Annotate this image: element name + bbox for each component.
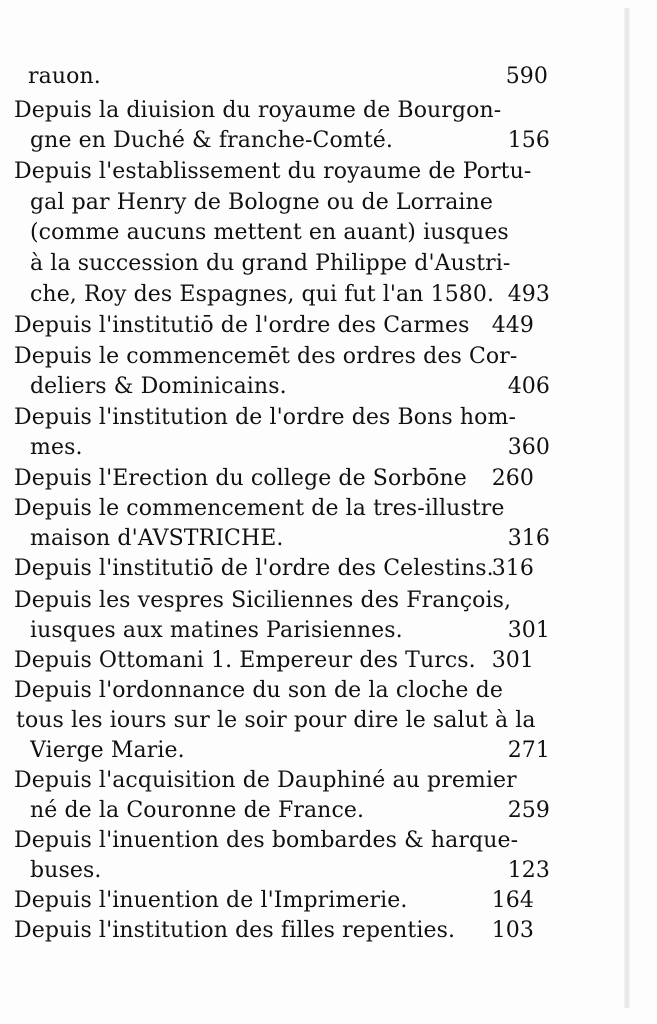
entry-line: né de la Couronne de France. 259 bbox=[30, 796, 550, 826]
entry-line: (comme aucuns mettent en auant) iusques bbox=[30, 220, 509, 245]
entry-line: Depuis le commencement de la tres-illustre bbox=[14, 496, 505, 521]
entry-page-ref: 156 bbox=[507, 128, 550, 153]
entry-page-ref: 260 bbox=[491, 466, 534, 491]
entry-line: Depuis l'institution de l'ordre des Bons hom- bbox=[14, 405, 516, 430]
entry-line: gal par Henry de Bologne ou de Lorraine bbox=[30, 190, 493, 215]
entry-page-ref: 271 bbox=[507, 738, 550, 763]
entry-line: Depuis la diuision du royaume de Bourgon- bbox=[14, 98, 502, 123]
entry-page-ref: 103 bbox=[491, 918, 534, 943]
entry-page-ref: 316 bbox=[491, 556, 534, 581]
entry-page-ref: 449 bbox=[491, 313, 534, 338]
entry-line: deliers & Dominicains. 406 bbox=[30, 372, 550, 402]
entry-line: maison d'AVSTRICHE. 316 bbox=[30, 524, 550, 554]
header-left-text: rauon. bbox=[28, 64, 101, 89]
entry-page-ref: 316 bbox=[507, 526, 550, 551]
entry-line: gne en Duché & franche-Comté. 156 bbox=[30, 126, 550, 156]
entry-line: Depuis le commencemēt des ordres des Cor- bbox=[14, 344, 518, 369]
entry-line: iusques aux matines Parisiennes. 301 bbox=[30, 616, 550, 646]
entry-line: Depuis l'Erection du college de Sorbōne 260 bbox=[14, 464, 534, 494]
entry-line: mes. 360 bbox=[30, 433, 550, 463]
entry-line: Depuis l'ordonnance du son de la cloche de bbox=[14, 678, 503, 703]
entry-line: Depuis les vespres Siciliennes des François, bbox=[14, 588, 512, 613]
entry-page-ref: 259 bbox=[507, 798, 550, 823]
entry-page-ref: 406 bbox=[507, 374, 550, 399]
entry-line: Depuis l'acquisition de Dauphiné au premier bbox=[14, 768, 517, 793]
entry-page-ref: 123 bbox=[507, 858, 550, 883]
page-number: 590 bbox=[505, 64, 548, 89]
entry-line: che, Roy des Espagnes, qui fut l'an 1580. 493 bbox=[30, 280, 550, 310]
entry-line: Depuis Ottomani 1. Empereur des Turcs. 301 bbox=[14, 646, 534, 676]
entry-line: tous les iours sur le soir pour dire le salut à la bbox=[16, 708, 536, 733]
entry-page-ref: 301 bbox=[491, 648, 534, 673]
entry-line: Depuis l'institutiō de l'ordre des Celestins. 316 bbox=[14, 554, 534, 584]
entry-page-ref: 493 bbox=[507, 282, 550, 307]
entry-line: buses. 123 bbox=[30, 856, 550, 886]
entry-page-ref: 360 bbox=[507, 435, 550, 460]
running-header bbox=[28, 62, 548, 92]
page-edge bbox=[624, 8, 630, 1008]
entry-line: Vierge Marie. 271 bbox=[30, 736, 550, 766]
entry-line: Depuis l'institution des filles repenties. 103 bbox=[14, 916, 534, 946]
entry-line: à la succession du grand Philippe d'Austri- bbox=[30, 251, 511, 276]
entry-page-ref: 164 bbox=[491, 888, 534, 913]
entry-line: Depuis l'establissement du royaume de Portu- bbox=[14, 159, 532, 184]
entry-page-ref: 301 bbox=[507, 618, 550, 643]
entry-line: Depuis l'inuention de l'Imprimerie. 164 bbox=[14, 886, 534, 916]
entry-line: Depuis l'inuention des bombardes & harque- bbox=[14, 828, 519, 853]
entry-line: Depuis l'institutiō de l'ordre des Carmes 449 bbox=[14, 311, 534, 341]
